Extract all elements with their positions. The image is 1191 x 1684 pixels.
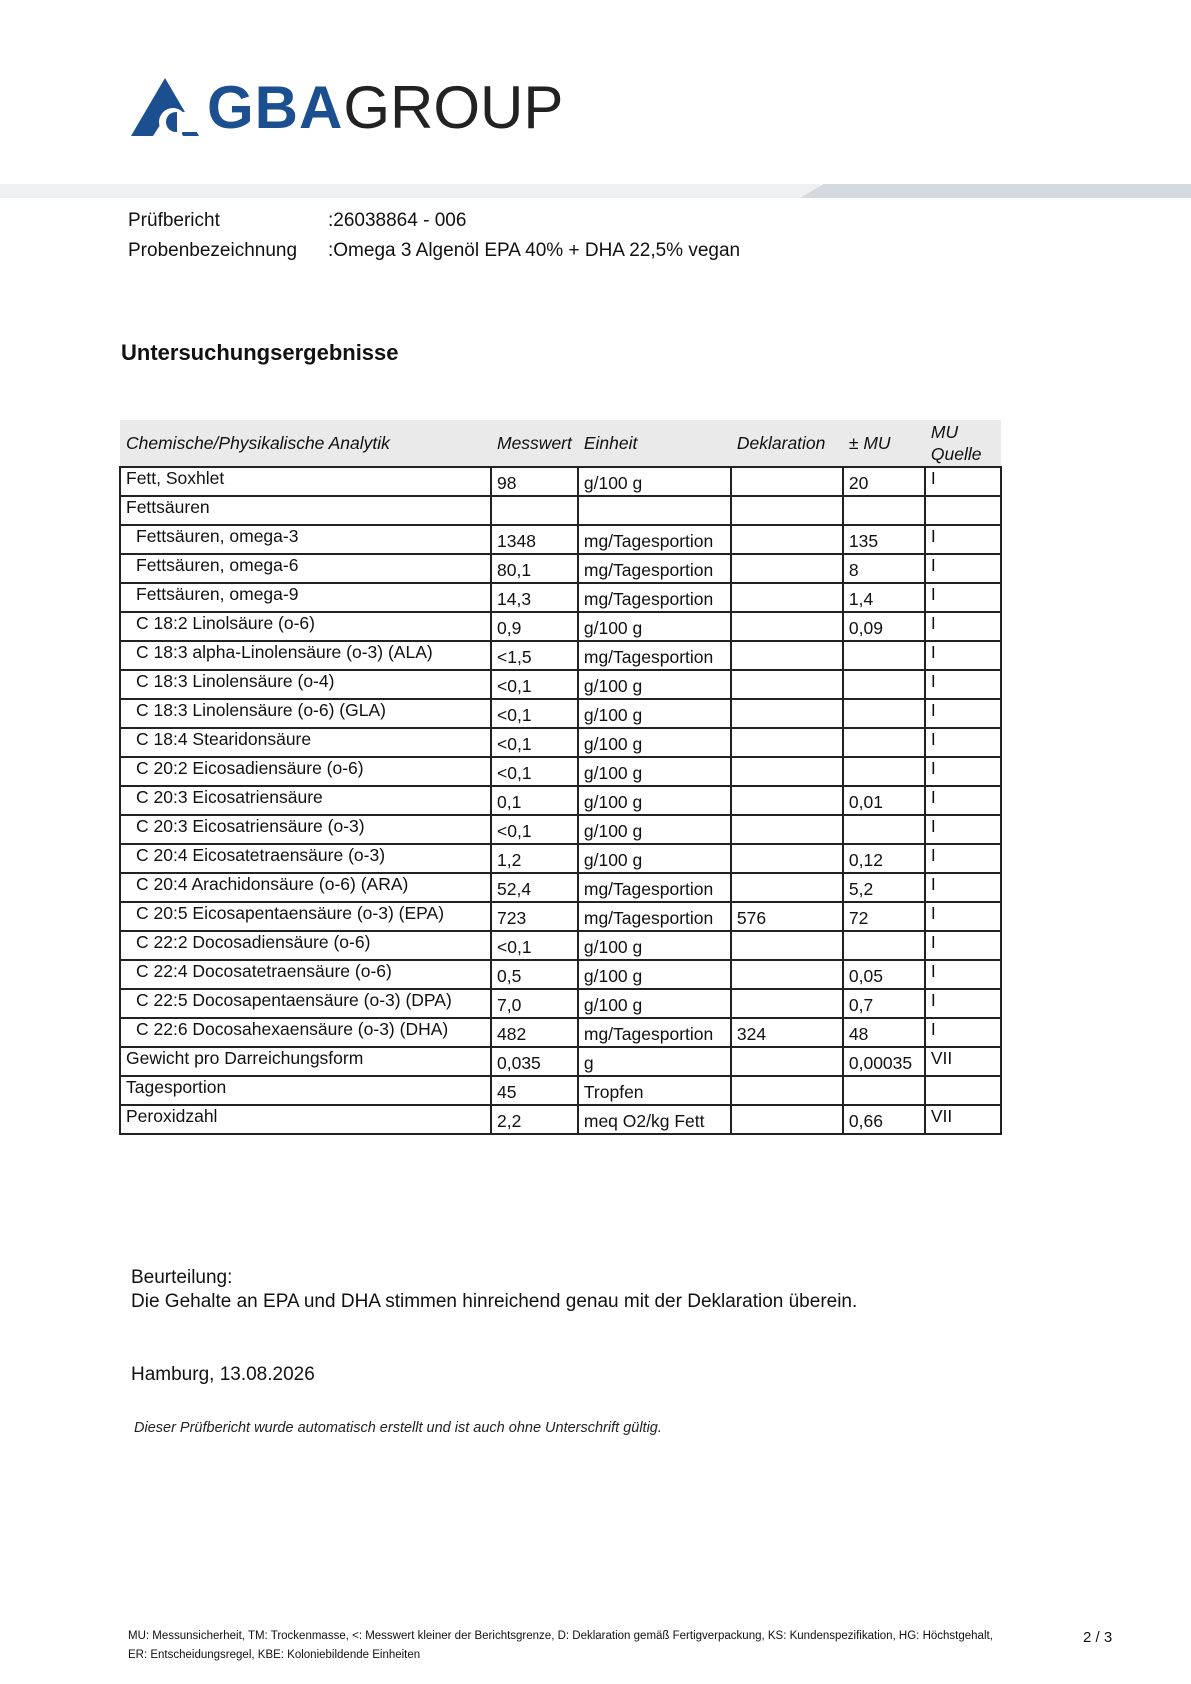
cell-mu-quelle: I	[925, 699, 1001, 728]
cell-analytik: C 20:5 Eicosapentaensäure (o-3) (EPA)	[120, 902, 491, 931]
cell-mu: 48	[843, 1018, 925, 1047]
cell-messwert: <1,5	[491, 641, 578, 670]
cell-messwert: 52,4	[491, 873, 578, 902]
cell-einheit: mg/Tagesportion	[578, 641, 731, 670]
cell-analytik: Fett, Soxhlet	[120, 467, 491, 496]
table-row	[120, 873, 1001, 902]
cell-mu-quelle: VII	[925, 1047, 1001, 1076]
cell-messwert	[491, 496, 578, 525]
cell-analytik: C 20:3 Eicosatriensäure (o-3)	[120, 815, 491, 844]
cell-einheit: g/100 g	[578, 757, 731, 786]
cell-einheit: g/100 g	[578, 989, 731, 1018]
cell-deklaration: 576	[731, 902, 843, 931]
cell-einheit: g/100 g	[578, 699, 731, 728]
cell-messwert: 723	[491, 902, 578, 931]
cell-mu-quelle	[925, 1076, 1001, 1105]
logo-gba: GBA	[207, 74, 344, 141]
cell-mu-quelle: I	[925, 902, 1001, 931]
cell-messwert: 2,2	[491, 1105, 578, 1134]
cell-analytik: Tagesportion	[120, 1076, 491, 1105]
cell-analytik: C 20:3 Eicosatriensäure	[120, 786, 491, 815]
header-mu-quelle	[925, 420, 1001, 467]
table-row	[120, 583, 1001, 612]
table-row	[120, 844, 1001, 873]
header-analytik: Chemische/Physikalische Analytik	[120, 420, 491, 467]
cell-deklaration	[731, 612, 843, 641]
table-row	[120, 1018, 1001, 1047]
cell-mu-quelle: I	[925, 728, 1001, 757]
cell-mu	[843, 641, 925, 670]
report-value: :26038864 - 006	[328, 210, 467, 231]
cell-messwert: 1348	[491, 525, 578, 554]
cell-mu-quelle: I	[925, 844, 1001, 873]
cell-analytik: Peroxidzahl	[120, 1105, 491, 1134]
cell-deklaration	[731, 583, 843, 612]
cell-messwert: <0,1	[491, 670, 578, 699]
cell-mu-quelle: I	[925, 641, 1001, 670]
header-stripe	[0, 184, 1191, 198]
table-row	[120, 786, 1001, 815]
cell-analytik: Fettsäuren, omega-9	[120, 583, 491, 612]
cell-messwert: 98	[491, 467, 578, 496]
cell-deklaration	[731, 496, 843, 525]
cell-einheit	[578, 496, 731, 525]
header-messwert: Messwert	[491, 420, 578, 467]
cell-deklaration	[731, 1105, 843, 1134]
cell-mu	[843, 757, 925, 786]
page-header	[0, 0, 1191, 195]
sample-value: :Omega 3 Algenöl EPA 40% + DHA 22,5% vegan	[328, 240, 741, 261]
cell-mu-quelle: I	[925, 786, 1001, 815]
footer-legend	[128, 1627, 1008, 1665]
cell-deklaration	[731, 931, 843, 960]
cell-mu: 0,01	[843, 786, 925, 815]
cell-analytik: C 18:3 Linolensäure (o-4)	[120, 670, 491, 699]
cell-mu: 0,09	[843, 612, 925, 641]
cell-deklaration	[731, 844, 843, 873]
cell-mu-quelle: I	[925, 554, 1001, 583]
cell-deklaration	[731, 989, 843, 1018]
cell-einheit: mg/Tagesportion	[578, 1018, 731, 1047]
stripe-light	[0, 184, 820, 198]
cell-mu-quelle: I	[925, 583, 1001, 612]
table-row	[120, 641, 1001, 670]
cell-messwert: 482	[491, 1018, 578, 1047]
header-mu-quelle-line2: Quelle	[930, 444, 982, 464]
cell-deklaration	[731, 960, 843, 989]
table-row	[120, 815, 1001, 844]
footer-legend-line1: MU: Messunsicherheit, TM: Trockenmasse, <: Messwert kleiner der Berichtsgrenze, D: Deklaration gemäß Fertigverpackung, KS: Kundenspezifikation, HG: Höchstgehalt,	[128, 1630, 993, 1642]
cell-analytik: C 18:4 Stearidonsäure	[120, 728, 491, 757]
cell-deklaration	[731, 1047, 843, 1076]
cell-mu-quelle: VII	[925, 1105, 1001, 1134]
table-row	[120, 670, 1001, 699]
cell-analytik: C 18:2 Linolsäure (o-6)	[120, 612, 491, 641]
cell-mu-quelle: I	[925, 815, 1001, 844]
cell-einheit: g/100 g	[578, 467, 731, 496]
cell-deklaration	[731, 873, 843, 902]
cell-deklaration	[731, 815, 843, 844]
table-row	[120, 757, 1001, 786]
cell-deklaration	[731, 728, 843, 757]
cell-mu: 1,4	[843, 583, 925, 612]
cell-analytik: C 18:3 alpha-Linolensäure (o-3) (ALA)	[120, 641, 491, 670]
report-label: Prüfbericht	[128, 210, 220, 231]
report-meta	[128, 206, 740, 266]
cell-analytik: Gewicht pro Darreichungsform	[120, 1047, 491, 1076]
cell-messwert: 0,1	[491, 786, 578, 815]
cell-messwert: <0,1	[491, 699, 578, 728]
cell-messwert: 80,1	[491, 554, 578, 583]
cell-analytik: C 22:2 Docosadiensäure (o-6)	[120, 931, 491, 960]
cell-mu	[843, 815, 925, 844]
cell-analytik: Fettsäuren, omega-3	[120, 525, 491, 554]
gba-mountain-icon	[131, 78, 201, 138]
table-row	[120, 467, 1001, 496]
cell-messwert: <0,1	[491, 728, 578, 757]
cell-mu-quelle: I	[925, 467, 1001, 496]
cell-deklaration	[731, 1076, 843, 1105]
cell-einheit: g/100 g	[578, 612, 731, 641]
cell-mu-quelle: I	[925, 757, 1001, 786]
cell-analytik: C 22:5 Docosapentaensäure (o-3) (DPA)	[120, 989, 491, 1018]
logo-group: GROUP	[343, 74, 564, 141]
cell-mu-quelle: I	[925, 1018, 1001, 1047]
cell-analytik: Fettsäuren, omega-6	[120, 554, 491, 583]
cell-einheit: mg/Tagesportion	[578, 583, 731, 612]
cell-analytik: C 18:3 Linolensäure (o-6) (GLA)	[120, 699, 491, 728]
cell-deklaration	[731, 786, 843, 815]
cell-mu	[843, 670, 925, 699]
table-row	[120, 612, 1001, 641]
cell-messwert: <0,1	[491, 931, 578, 960]
cell-analytik: C 22:6 Docosahexaensäure (o-3) (DHA)	[120, 1018, 491, 1047]
cell-einheit: g/100 g	[578, 844, 731, 873]
cell-messwert: 45	[491, 1076, 578, 1105]
cell-mu	[843, 496, 925, 525]
table-row	[120, 1076, 1001, 1105]
table-row	[120, 960, 1001, 989]
cell-einheit: g	[578, 1047, 731, 1076]
assessment-label: Beurteilung:	[131, 1267, 233, 1288]
cell-einheit: meq O2/kg Fett	[578, 1105, 731, 1134]
results-body	[120, 467, 1001, 1134]
cell-mu: 0,7	[843, 989, 925, 1018]
table-row	[120, 1105, 1001, 1134]
cell-messwert: 7,0	[491, 989, 578, 1018]
cell-deklaration	[731, 467, 843, 496]
gba-group-logo	[131, 74, 564, 141]
section-title: Untersuchungsergebnisse	[121, 340, 399, 365]
logo-wordmark	[207, 74, 564, 141]
cell-messwert: <0,1	[491, 815, 578, 844]
cell-deklaration: 324	[731, 1018, 843, 1047]
header-mu: ± MU	[843, 420, 925, 467]
cell-mu-quelle: I	[925, 670, 1001, 699]
cell-deklaration	[731, 670, 843, 699]
cell-mu: 0,66	[843, 1105, 925, 1134]
table-row	[120, 525, 1001, 554]
stripe-dark	[800, 184, 1191, 198]
footer-legend-line2: ER: Entscheidungsregel, KBE: Koloniebildende Einheiten	[128, 1649, 421, 1661]
table-row	[120, 931, 1001, 960]
assessment	[131, 1266, 857, 1314]
table-row	[120, 699, 1001, 728]
place-date: Hamburg, 13.08.2026	[131, 1364, 315, 1385]
cell-mu: 0,00035	[843, 1047, 925, 1076]
cell-einheit: Tropfen	[578, 1076, 731, 1105]
report-number-row	[128, 206, 740, 236]
cell-analytik: C 20:2 Eicosadiensäure (o-6)	[120, 757, 491, 786]
cell-analytik: C 22:4 Docosatetraensäure (o-6)	[120, 960, 491, 989]
cell-einheit: mg/Tagesportion	[578, 554, 731, 583]
cell-messwert: 14,3	[491, 583, 578, 612]
cell-messwert: 0,5	[491, 960, 578, 989]
cell-mu	[843, 1076, 925, 1105]
table-header-row	[120, 420, 1001, 467]
header-einheit: Einheit	[578, 420, 731, 467]
sample-row	[128, 236, 740, 266]
cell-deklaration	[731, 525, 843, 554]
cell-einheit: mg/Tagesportion	[578, 525, 731, 554]
cell-mu-quelle: I	[925, 931, 1001, 960]
cell-deklaration	[731, 641, 843, 670]
cell-einheit: g/100 g	[578, 960, 731, 989]
table-row	[120, 728, 1001, 757]
cell-mu-quelle: I	[925, 989, 1001, 1018]
cell-mu	[843, 699, 925, 728]
cell-mu	[843, 728, 925, 757]
cell-einheit: g/100 g	[578, 728, 731, 757]
results-table	[119, 420, 1002, 1135]
cell-analytik: C 20:4 Arachidonsäure (o-6) (ARA)	[120, 873, 491, 902]
cell-messwert: 0,035	[491, 1047, 578, 1076]
table-row	[120, 496, 1001, 525]
cell-analytik: C 20:4 Eicosatetraensäure (o-3)	[120, 844, 491, 873]
cell-messwert: <0,1	[491, 757, 578, 786]
cell-analytik: Fettsäuren	[120, 496, 491, 525]
cell-mu	[843, 931, 925, 960]
cell-mu: 8	[843, 554, 925, 583]
header-deklaration: Deklaration	[731, 420, 843, 467]
cell-einheit: g/100 g	[578, 815, 731, 844]
cell-einheit: g/100 g	[578, 670, 731, 699]
assessment-text: Die Gehalte an EPA und DHA stimmen hinreichend genau mit der Deklaration überein.	[131, 1291, 858, 1312]
cell-messwert: 0,9	[491, 612, 578, 641]
cell-mu-quelle	[925, 496, 1001, 525]
cell-mu: 5,2	[843, 873, 925, 902]
cell-mu: 0,12	[843, 844, 925, 873]
cell-mu: 0,05	[843, 960, 925, 989]
table-row	[120, 989, 1001, 1018]
cell-mu-quelle: I	[925, 525, 1001, 554]
cell-mu-quelle: I	[925, 873, 1001, 902]
cell-deklaration	[731, 554, 843, 583]
cell-mu: 135	[843, 525, 925, 554]
cell-messwert: 1,2	[491, 844, 578, 873]
cell-deklaration	[731, 757, 843, 786]
page-number: 2 / 3	[1083, 1629, 1113, 1646]
cell-einheit: g/100 g	[578, 931, 731, 960]
cell-deklaration	[731, 699, 843, 728]
table-row	[120, 554, 1001, 583]
sample-label: Probenbezeichnung	[128, 240, 298, 261]
cell-einheit: g/100 g	[578, 786, 731, 815]
auto-generated-note: Dieser Prüfbericht wurde automatisch erstellt und ist auch ohne Unterschrift gültig.	[134, 1420, 662, 1436]
cell-mu: 72	[843, 902, 925, 931]
cell-einheit: mg/Tagesportion	[578, 902, 731, 931]
table-row	[120, 902, 1001, 931]
cell-einheit: mg/Tagesportion	[578, 873, 731, 902]
cell-mu: 20	[843, 467, 925, 496]
table-row	[120, 1047, 1001, 1076]
cell-mu-quelle: I	[925, 612, 1001, 641]
header-mu-quelle-line1: MU	[930, 422, 959, 442]
cell-mu-quelle: I	[925, 960, 1001, 989]
